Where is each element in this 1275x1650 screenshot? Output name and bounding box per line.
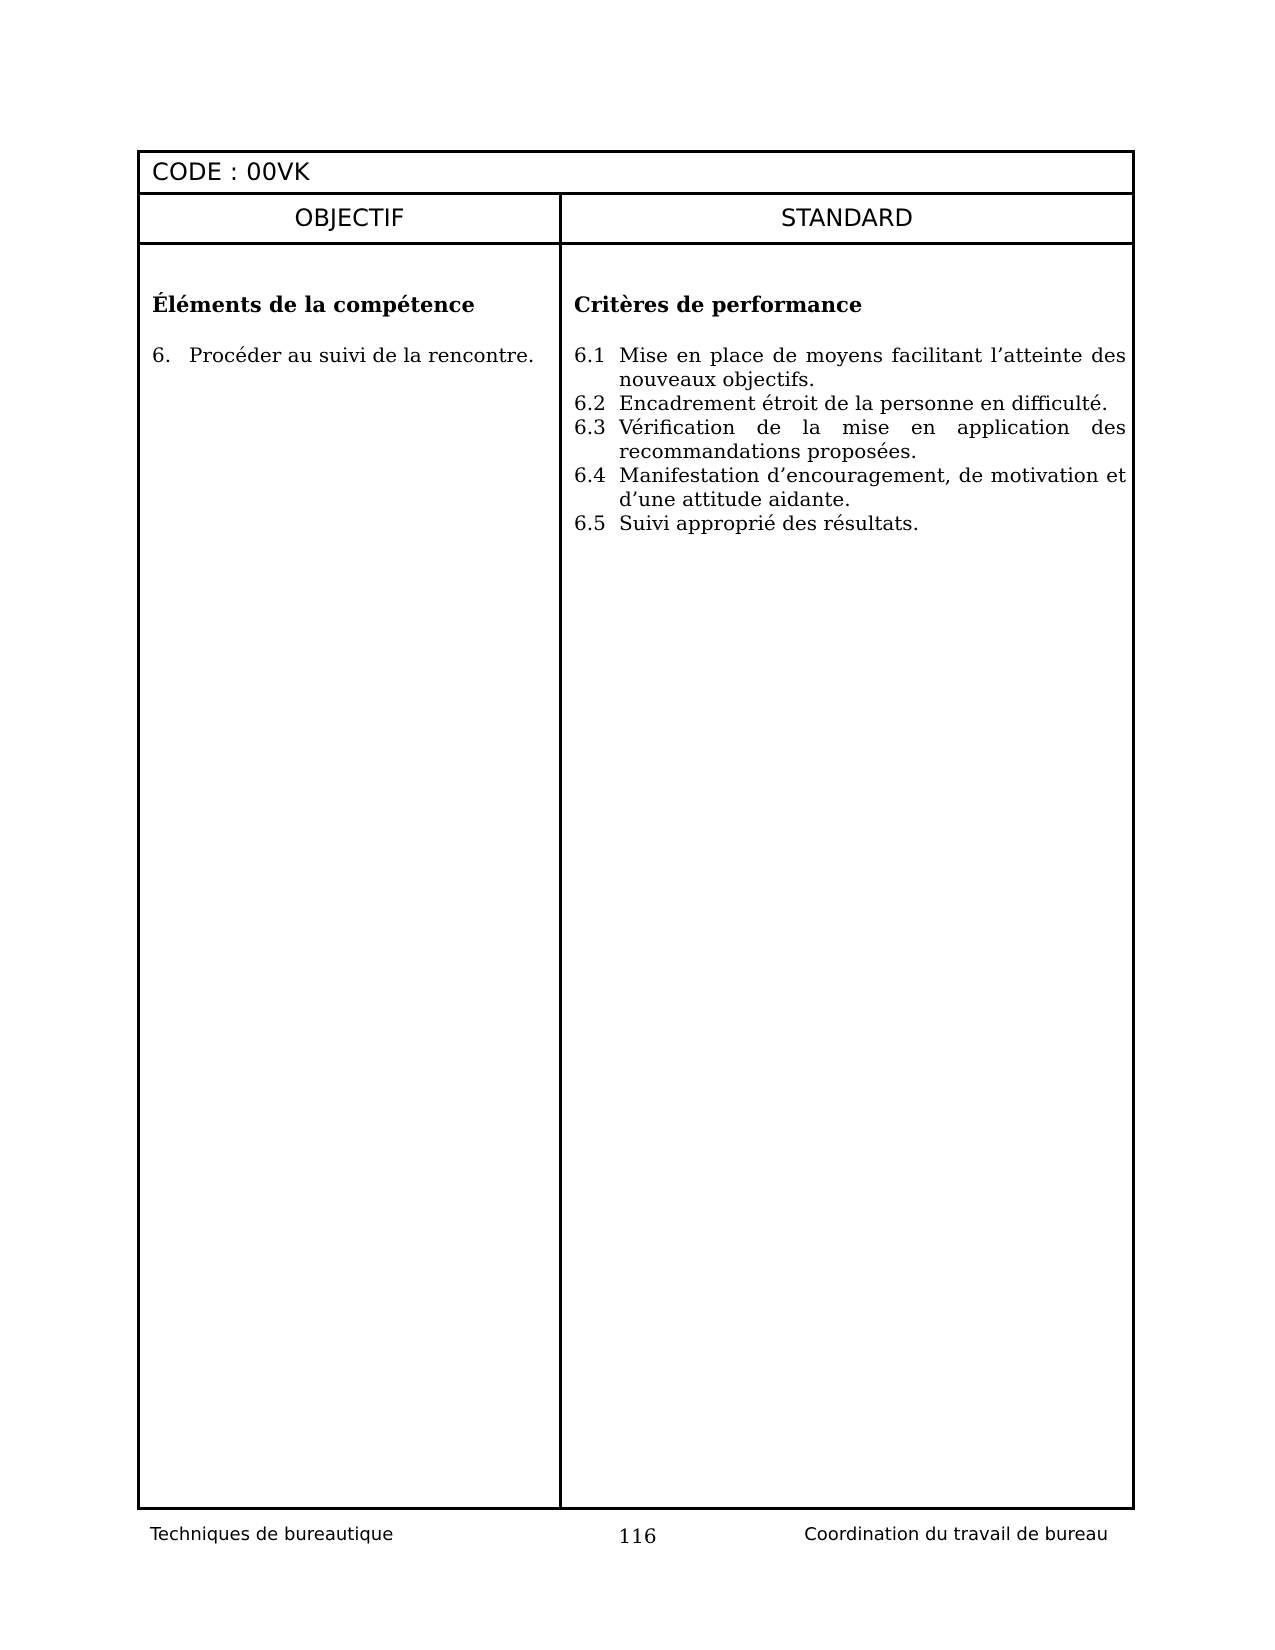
standard-column [574,245,1126,1507]
criterion-number: 6.2 [574,391,606,415]
criterion-number: 6.5 [574,511,606,535]
criterion-item [574,415,1126,463]
competency-table [137,150,1135,1510]
criterion-text: Suivi approprié des résultats. [619,511,919,535]
elements-title: Éléments de la compétence [152,292,475,317]
criterion-text: Mise en place de moyens facilitant l’atteinte des nouveaux objectifs. [619,343,1126,391]
standard-header: STANDARD [780,204,914,232]
criterion-number: 6.4 [574,463,606,487]
column-divider [559,195,562,1507]
criterion-text: Manifestation d’encouragement, de motivation et d’une attitude aidante. [619,463,1126,511]
criterion-text: Vérification de la mise en application des recommandations proposées. [619,415,1126,463]
criterion-text: Encadrement étroit de la personne en difficulté. [619,391,1108,415]
code-label: CODE : [152,158,239,186]
competency-element [152,343,547,367]
element-text: Procéder au suivi de la rencontre. [189,343,535,367]
page-number: 116 [618,1524,657,1548]
criterion-item [574,391,1126,415]
footer-module: Coordination du travail de bureau [804,1524,1108,1545]
column-header-row [140,195,1132,245]
criterion-number: 6.3 [574,415,606,439]
page-footer [0,1524,1275,1550]
objectif-column [152,245,547,1507]
code-row [140,153,1132,195]
criteria-title: Critères de performance [574,292,863,317]
objectif-header: OBJECTIF [294,204,405,232]
footer-program: Techniques de bureautique [150,1524,394,1545]
criterion-item [574,343,1126,391]
element-number: 6. [152,343,172,367]
criterion-item [574,511,1126,535]
criteria-list [574,343,1126,535]
criterion-item [574,463,1126,511]
criterion-number: 6.1 [574,343,606,367]
code-value: 00VK [246,158,310,186]
